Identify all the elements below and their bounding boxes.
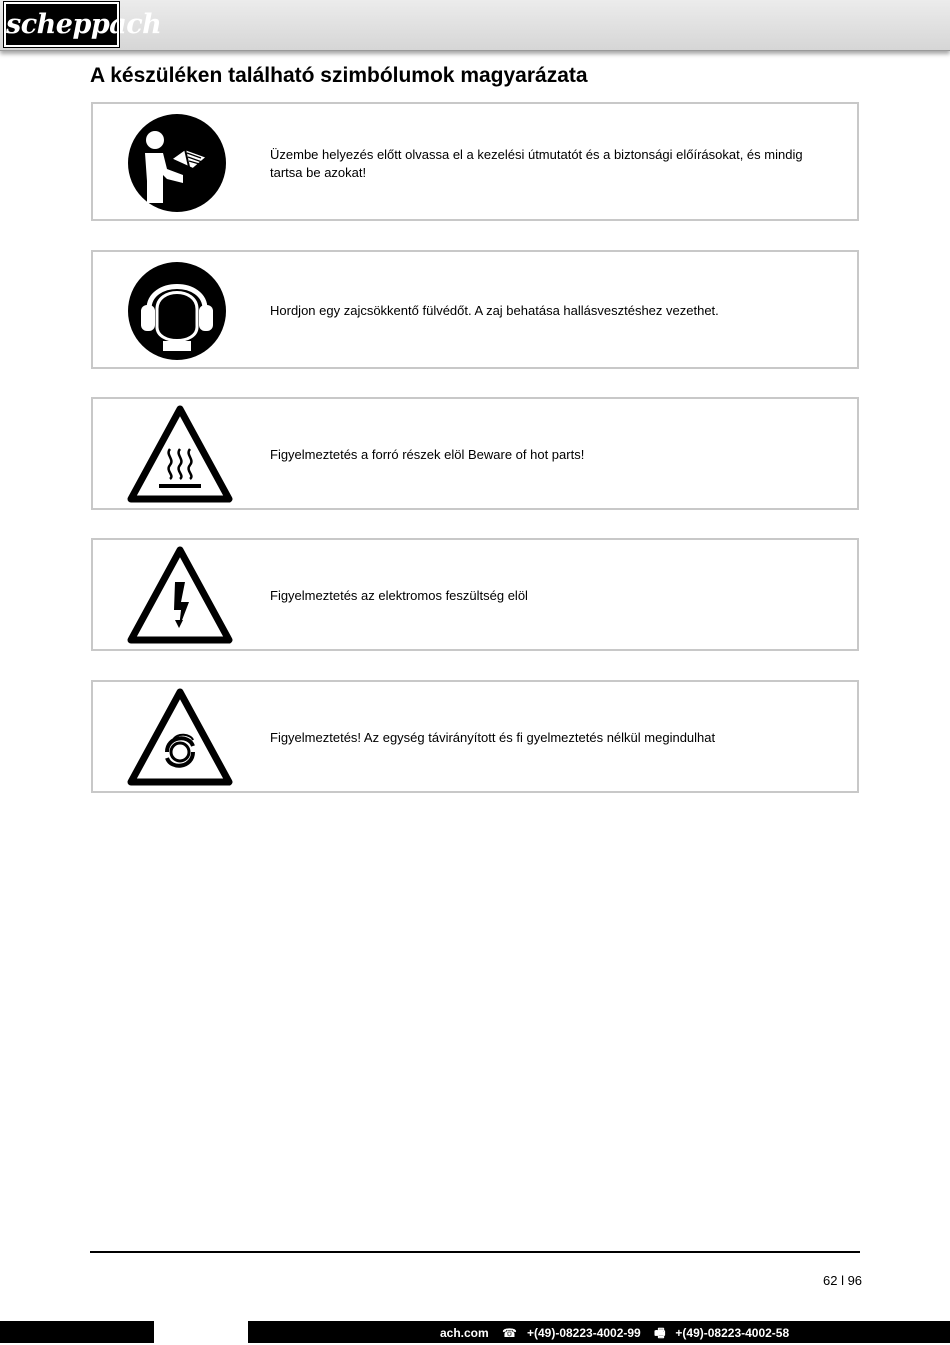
symbol-text: Figyelmeztetés a forró részek elöl Beware of hot parts!	[270, 447, 585, 462]
symbol-row-hot-parts	[91, 397, 859, 510]
fax-number: +(49)-08223-4002-58	[675, 1326, 790, 1340]
ear-protection-icon	[127, 261, 227, 361]
symbol-text: Figyelmeztetés! Az egység távirányított és fi gyelmeztetés nélkül megindulhat	[270, 730, 716, 745]
symbol-text: Üzembe helyezés előtt olvassa el a kezelési útmutatót és a biztonsági előírásokat, és mindig tartsa be azokat!	[270, 147, 803, 180]
read-manual-icon	[127, 113, 227, 213]
footer-divider	[90, 1251, 860, 1253]
automatic-start-warning-icon	[127, 688, 233, 786]
footer-contact	[440, 1324, 799, 1345]
footer-bar	[0, 1321, 950, 1343]
page-number: 62 l 96	[823, 1273, 863, 1288]
footer-gap	[154, 1321, 248, 1343]
symbol-row-ear-protection	[91, 250, 859, 369]
page-title: A készüléken található szimbólumok magyarázata	[90, 64, 588, 87]
hot-surface-warning-icon	[127, 405, 233, 503]
symbol-row-automatic-start	[91, 680, 859, 793]
phone-number: +(49)-08223-4002-99	[526, 1326, 641, 1340]
phone-icon: ☎	[502, 1326, 517, 1340]
symbol-text: Figyelmeztetés az elektromos feszültség elöl	[270, 588, 528, 603]
symbol-text: Hordjon egy zajcsökkentő fülvédőt. A zaj behatása hallásvesztéshez vezethet.	[270, 303, 719, 318]
website-link[interactable]: ach.com	[440, 1326, 489, 1340]
symbol-row-electric-voltage	[91, 538, 859, 651]
fax-icon: 🖷	[654, 1326, 666, 1340]
symbol-row-read-manual	[91, 102, 859, 221]
brand-logo: scheppach	[4, 2, 119, 47]
electric-voltage-warning-icon	[127, 546, 233, 644]
header-bar	[0, 0, 950, 51]
